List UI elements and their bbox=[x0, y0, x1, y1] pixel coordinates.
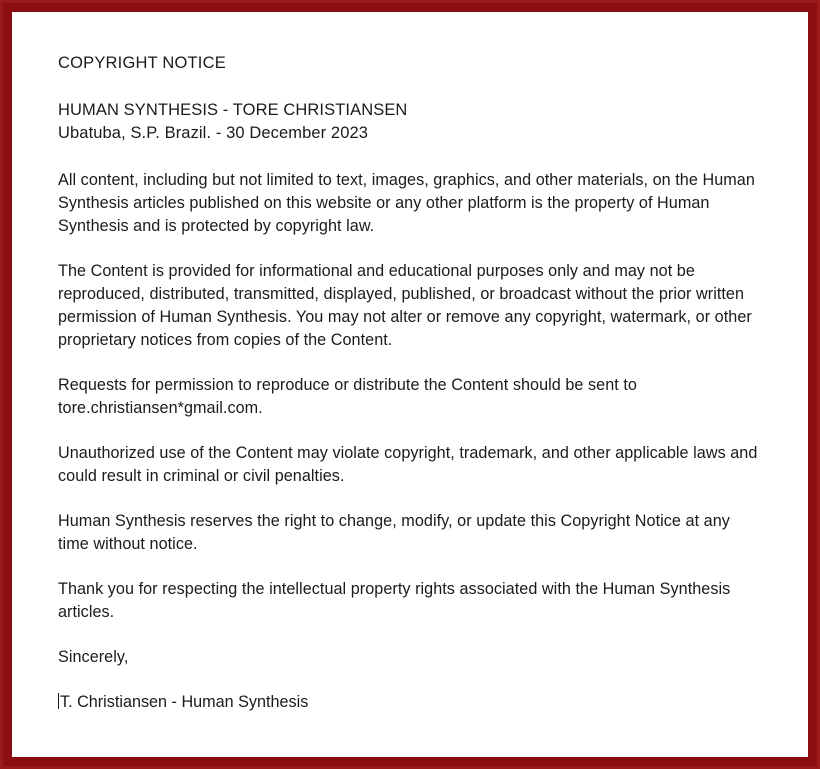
paragraph-notice-changes: Human Synthesis reserves the right to change, modify, or update this Copyright Notice at any time without notice. bbox=[58, 511, 730, 553]
paragraph-usage-restrictions: The Content is provided for informational and educational purposes only and may not be reproduced, distributed, transmitted, displayed, published, or broadcast without the prior written permission of Human Synthesis. You may not alter or remove any copyright, watermark, or other proprietary notices from copies of the Content. bbox=[58, 261, 752, 349]
signature-line bbox=[58, 691, 762, 714]
author-name-line: HUMAN SYNTHESIS - TORE CHRISTIANSEN bbox=[58, 101, 408, 119]
paragraph-content-ownership: All content, including but not limited to text, images, graphics, and other materials, on the Human Synthesis articles published on this website or any other platform is the property of Human Synthesis and is protected by copyright law. bbox=[58, 170, 755, 235]
paragraph-thank-you: Thank you for respecting the intellectual property rights associated with the Human Synthesis articles. bbox=[58, 579, 731, 621]
document-inner-border bbox=[3, 3, 817, 766]
location-date-line: Ubatuba, S.P. Brazil. - 30 December 2023 bbox=[58, 123, 369, 142]
author-heading bbox=[58, 99, 762, 145]
document-page bbox=[12, 12, 808, 757]
paragraph-unauthorized-use: Unauthorized use of the Content may violate copyright, trademark, and other applicable laws and could result in criminal or civil penalties. bbox=[58, 443, 758, 485]
text-cursor-caret bbox=[58, 693, 59, 709]
paragraph-permission-requests: Requests for permission to reproduce or distribute the Content should be sent to tore.christiansen*gmail.com. bbox=[58, 375, 637, 417]
closing-salutation: Sincerely, bbox=[58, 647, 129, 666]
page-title: COPYRIGHT NOTICE bbox=[58, 54, 226, 72]
signature-text: T. Christiansen - Human Synthesis bbox=[60, 692, 309, 711]
